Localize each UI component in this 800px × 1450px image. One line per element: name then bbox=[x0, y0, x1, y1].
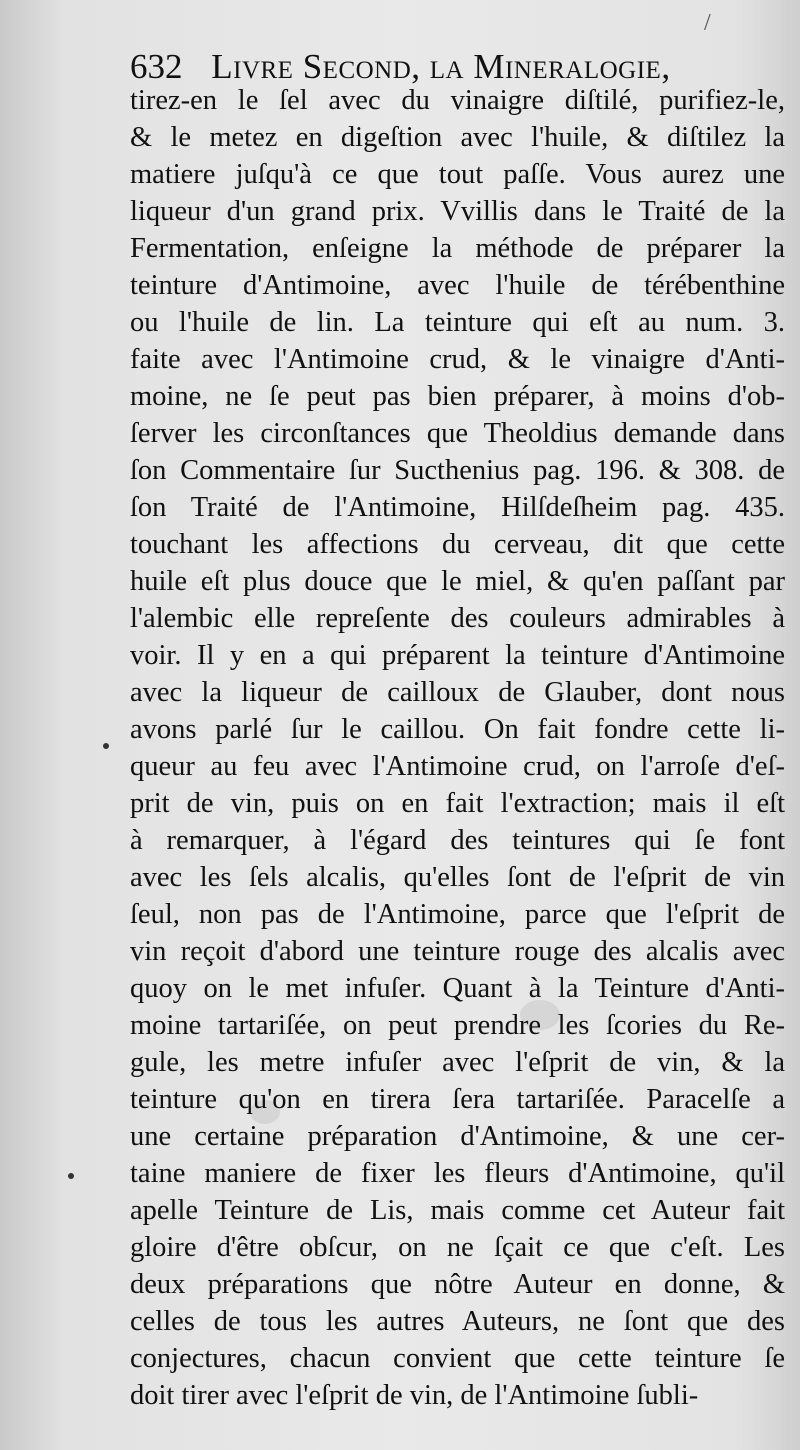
text-line: ou l'huile de lin. La teinture qui eſt au num. 3. bbox=[130, 307, 785, 338]
text-line: taine maniere de fixer les fleurs d'Antimoine, qu'il bbox=[130, 1158, 785, 1189]
text-line: teinture qu'on en tirera ſera tartariſée. Paracelſe a bbox=[130, 1084, 785, 1115]
text-line: liqueur d'un grand prix. Vvillis dans le Traité de la bbox=[130, 196, 785, 227]
ink-dot bbox=[103, 743, 109, 749]
text-line: ſeul, non pas de l'Antimoine, parce que l'eſprit de bbox=[130, 899, 785, 930]
text-line: Fermentation, enſeigne la méthode de préparer la bbox=[130, 233, 785, 264]
text-line: gule, les metre infuſer avec l'eſprit de vin, & la bbox=[130, 1047, 785, 1078]
text-line: teinture d'Antimoine, avec l'huile de térébenthine bbox=[130, 270, 785, 301]
text-line: ſerver les circonſtances que Theoldius demande dans bbox=[130, 418, 785, 449]
margin-mark: / bbox=[704, 10, 711, 36]
text-line: celles de tous les autres Auteurs, ne ſont que des bbox=[130, 1306, 785, 1337]
text-line: à remarquer, à l'égard des teintures qui ſe font bbox=[130, 825, 785, 856]
page-number: 632 bbox=[130, 47, 183, 86]
text-line: voir. Il y en a qui préparent la teinture d'Antimoine bbox=[130, 640, 785, 671]
text-line: avec les ſels alcalis, qu'elles ſont de l'eſprit de vin bbox=[130, 862, 785, 893]
text-line: prit de vin, puis on en fait l'extraction; mais il eſt bbox=[130, 788, 785, 819]
text-line: vin reçoit d'abord une teinture rouge des alcalis avec bbox=[130, 936, 785, 967]
text-line: touchant les affections du cerveau, dit que cette bbox=[130, 529, 785, 560]
text-line: quoy on le met infuſer. Quant à la Teinture d'Anti- bbox=[130, 973, 785, 1004]
text-line: gloire d'être obſcur, on ne ſçait ce que c'eſt. Les bbox=[130, 1232, 785, 1263]
text-line: matiere juſqu'à ce que tout paſſe. Vous aurez une bbox=[130, 159, 785, 190]
text-line: l'alembic elle repreſente des couleurs admirables à bbox=[130, 603, 785, 634]
text-line: avons parlé ſur le caillou. On fait fondre cette li- bbox=[130, 714, 785, 745]
text-line: deux préparations que nôtre Auteur en donne, & bbox=[130, 1269, 785, 1300]
ink-dot bbox=[68, 1173, 74, 1179]
text-line: huile eſt plus douce que le miel, & qu'en paſſant par bbox=[130, 566, 785, 597]
text-line: queur au feu avec l'Antimoine crud, on l'arroſe d'eſ- bbox=[130, 751, 785, 782]
text-line: avec la liqueur de cailloux de Glauber, dont nous bbox=[130, 677, 785, 708]
text-line: ſon Commentaire ſur Sucthenius pag. 196. & 308. de bbox=[130, 455, 785, 486]
text-line: doit tirer avec l'eſprit de vin, de l'Antimoine ſubli- bbox=[130, 1380, 699, 1411]
running-title: Livre Second, la Mineralogie, bbox=[211, 47, 671, 86]
text-line: ſon Traité de l'Antimoine, Hilſdeſheim pag. 435. bbox=[130, 492, 785, 523]
text-line: faite avec l'Antimoine crud, & le vinaigre d'Anti- bbox=[130, 344, 785, 375]
text-line: & le metez en digeſtion avec l'huile, & diſtilez la bbox=[130, 122, 785, 153]
text-line: moine, ne ſe peut pas bien préparer, à moins d'ob- bbox=[130, 381, 785, 412]
text-line: tirez-en le ſel avec du vinaigre diſtilé, purifiez-le, bbox=[130, 85, 785, 116]
text-line: conjectures, chacun convient que cette teinture ſe bbox=[130, 1343, 785, 1374]
text-line: une certaine préparation d'Antimoine, & une cer- bbox=[130, 1121, 785, 1152]
body-text bbox=[130, 82, 785, 1414]
text-line: moine tartariſée, on peut prendre les ſcories du Re- bbox=[130, 1010, 785, 1041]
text-line: apelle Teinture de Lis, mais comme cet Auteur fait bbox=[130, 1195, 785, 1226]
